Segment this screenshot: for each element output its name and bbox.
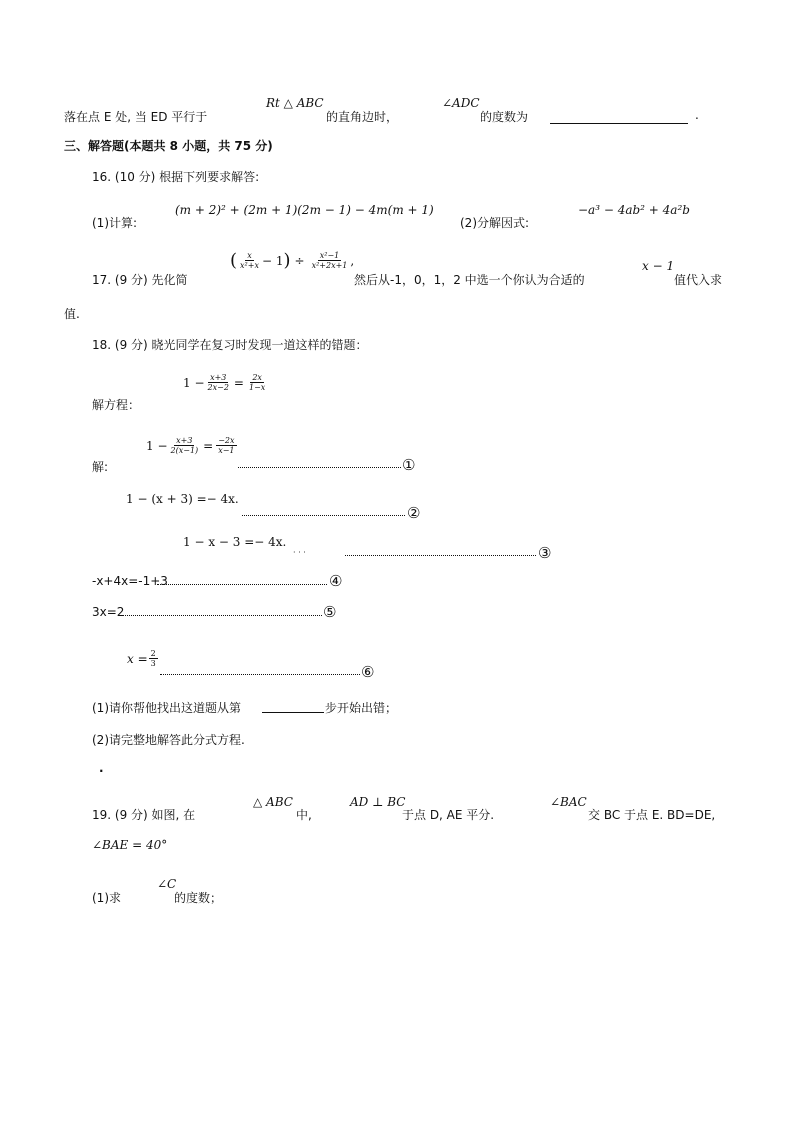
q18-s6-frac	[149, 649, 158, 668]
q17-frac1-num: x	[247, 251, 252, 260]
q18-s1-one: 1 −	[146, 438, 168, 453]
q18-ask1-pre: (1)请你帮他找出这道题从第	[92, 701, 241, 715]
section-title: 三、解答题(本题共 8 小题，共 75 分)	[64, 139, 273, 153]
q19-part1-label: (1)求	[92, 891, 121, 905]
q18-s1-frac2	[216, 436, 236, 455]
q18-step3-ellipsis: · · ·	[293, 548, 306, 557]
q18-s6-lhs: x =	[127, 651, 148, 666]
q17-head: 17. (9 分) 先化简	[92, 273, 188, 287]
q18-dot: .	[99, 761, 104, 775]
q18-step6	[127, 649, 159, 668]
q18-step3-dots	[345, 547, 536, 556]
q18-step4-dots	[157, 576, 327, 585]
q19-head: 19. (9 分) 如图, 在	[92, 808, 196, 822]
line1-suffix: 的度数为	[480, 110, 529, 124]
q18-mark5: ⑤	[323, 603, 337, 621]
q18-sol-label: 解:	[92, 460, 109, 474]
q18-s6-den: 3	[150, 659, 156, 668]
q18-eq-equals: =	[233, 375, 244, 390]
q18-step1-dots	[238, 459, 401, 468]
q18-equation	[183, 373, 268, 392]
q18-eq-frac1	[206, 373, 231, 392]
q18-s1-frac2-den: x−1	[218, 446, 235, 455]
q16-part1-expr: (m + 2)² + (2m + 1)(2m − 1) − 4m(m + 1)	[175, 203, 434, 217]
q19-angle-bae: ∠BAE = 40°	[92, 838, 168, 852]
q18-eq-one: 1 −	[183, 375, 205, 390]
q16-head: 16. (10 分) 根据下列要求解答:	[92, 170, 260, 184]
q18-eq-frac1-num: x+3	[210, 373, 227, 382]
q18-s1-frac1	[169, 436, 201, 455]
line1-prefix: 落在点 E 处, 当 ED 平行于	[64, 110, 208, 124]
q17-comma: ,	[350, 253, 355, 268]
q19-jiao: 交 BC 于点 E. BD=DE,	[588, 808, 716, 822]
q19-part1-tail: 的度数；	[174, 891, 223, 905]
q18-step-blank	[262, 700, 324, 713]
q18-mark2: ②	[407, 504, 421, 522]
q18-step3: 1 − x − 3 =− 4x.	[183, 535, 287, 549]
line1-period: .	[695, 108, 699, 122]
q18-step5: 3x=2	[92, 605, 125, 619]
q18-head: 18. (9 分) 晓光同学在复习时发现一道这样的错题：	[92, 338, 368, 352]
q17-frac1-den: x²+x	[240, 261, 259, 270]
q17-x-minus-1: x − 1	[642, 259, 675, 273]
q18-s1-frac1-den: 2(x−1)	[170, 446, 199, 455]
q18-ask2: (2)请完整地解答此分式方程.	[92, 733, 245, 747]
q18-step1	[146, 436, 238, 455]
q18-s1-frac2-num: −2x	[218, 436, 235, 445]
q18-step2: 1 − (x + 3) =− 4x.	[126, 492, 239, 506]
q18-mark6: ⑥	[361, 663, 375, 681]
q16-part2-label: (2)分解因式:	[460, 216, 530, 230]
line1-mid: 的直角边时，	[326, 110, 399, 124]
q17-mid: 然后从-1，0，1，2 中选一个你认为合适的	[354, 273, 585, 287]
q19-zhong: 中,	[296, 808, 312, 822]
q17-div: ÷	[294, 253, 305, 268]
q18-ask1-post: 步开始出错；	[325, 701, 398, 715]
q17-line2: 值.	[64, 307, 80, 321]
q17-frac2-num: x²−1	[319, 251, 340, 260]
q19-yudian: 于点 D, AE 平分.	[402, 808, 495, 822]
q16-part2-expr: −a³ − 4ab² + 4a²b	[578, 203, 690, 217]
q17-tail: 值代入求	[674, 273, 723, 287]
q18-step4: -x+4x=-1+3	[92, 574, 168, 588]
q19-angle-bac: ∠BAC	[550, 795, 587, 809]
q18-eq-frac2	[247, 373, 267, 392]
q16-part1-label: (1)计算:	[92, 216, 138, 230]
q18-mark3: ③	[538, 544, 552, 562]
q18-step2-dots	[242, 507, 405, 516]
q17-minus-one: − 1	[261, 253, 284, 268]
angle-adc-math: ∠ADC	[442, 96, 480, 110]
q18-step6-dots	[160, 666, 360, 675]
q18-eq-frac2-den: 1−x	[248, 383, 266, 392]
q17-frac1	[238, 251, 261, 270]
q18-mark1: ①	[402, 456, 416, 474]
q18-step5-dots	[121, 607, 322, 616]
q17-frac2-den: x²+2x+1	[311, 261, 348, 270]
q18-s1-equals: =	[203, 438, 214, 453]
q18-eq-frac1-den: 2x−2	[207, 383, 229, 392]
q18-eq-frac2-num: 2x	[252, 373, 262, 382]
q18-s1-frac1-num: x+3	[176, 436, 193, 445]
q17-expression: ( $\frac{x}{\text{x²+x}}$ − 1 ) ÷ $\frac{\text{x²−1}}{\text{x²+2x+1}}$ ,	[230, 250, 355, 271]
q19-angle-c: ∠C	[157, 877, 177, 891]
answer-blank	[550, 110, 688, 124]
q18-s6-num: 2	[150, 649, 156, 658]
q18-mark4: ④	[329, 572, 343, 590]
q19-tri-abc: △ ABC	[253, 795, 293, 809]
q19-ad-perp-bc: AD ⊥ BC	[350, 795, 406, 809]
q18-solve-label: 解方程：	[92, 398, 141, 412]
rt-abc-math: Rt △ ABC	[266, 96, 324, 110]
q17-frac2	[310, 251, 350, 270]
